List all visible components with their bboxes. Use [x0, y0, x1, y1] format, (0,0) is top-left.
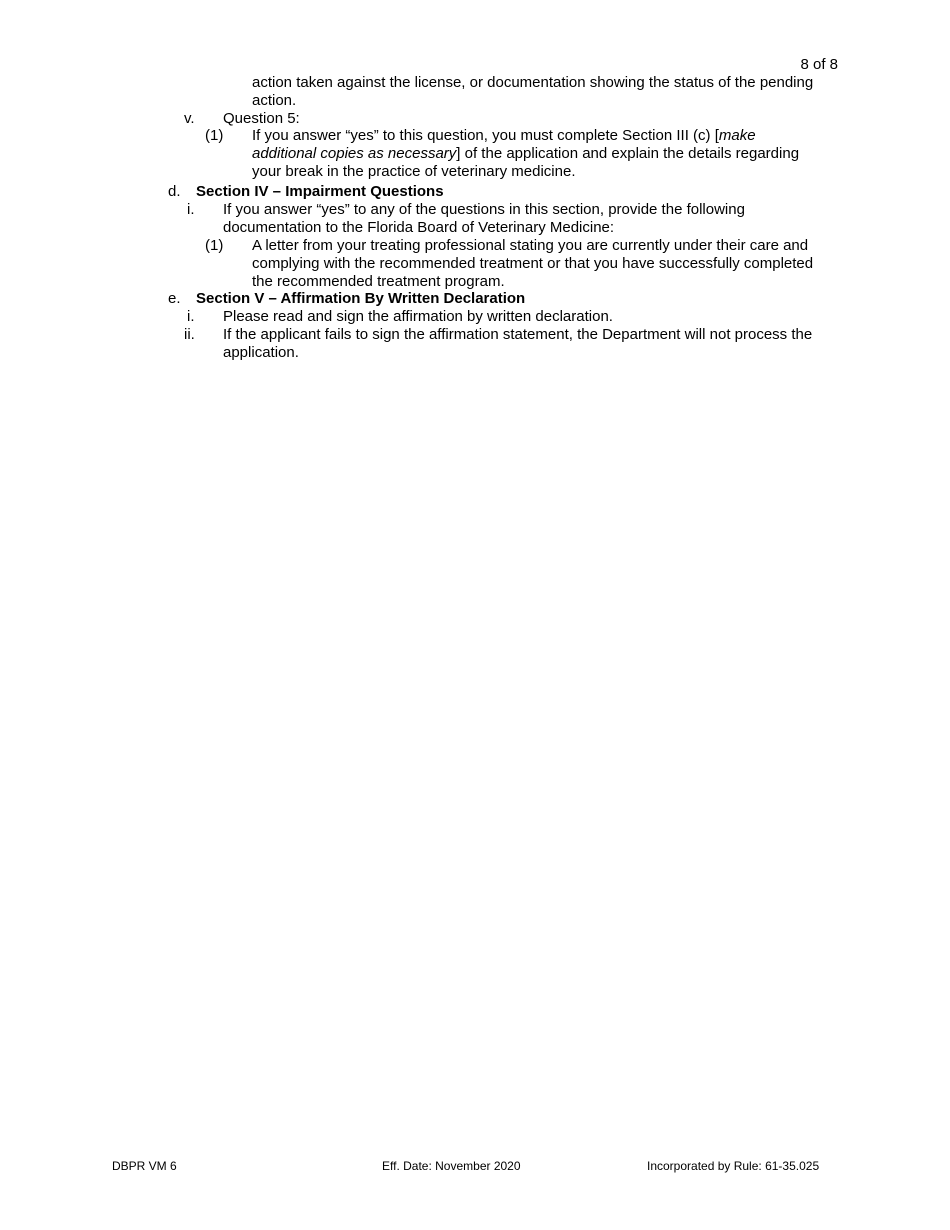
section-d-title: Section IV – Impairment Questions	[196, 183, 444, 200]
question5-item1-marker: (1)	[205, 127, 224, 144]
section-e-item-ii-line2: application.	[223, 344, 299, 361]
question5-item1-line2-text: ] of the application and explain the details regarding	[456, 145, 800, 162]
section-e-item-ii-marker: ii.	[184, 326, 195, 343]
section-d-item-1-line1: A letter from your treating professional stating you are currently under their care and	[252, 237, 809, 254]
question5-item1-line1-italic: make	[718, 127, 756, 144]
question5-marker: v.	[184, 110, 195, 127]
question5-label: Question 5:	[223, 110, 300, 127]
continuation-line-1: action taken against the license, or documentation showing the status of the pending	[252, 74, 814, 91]
question5-item1-line3: your break in the practice of veterinary medicine.	[252, 163, 576, 180]
question5-item1-line1-text: If you answer “yes” to this question, you must complete Section III (c) [	[252, 127, 719, 144]
question5-item1-line2-italic: additional copies as necessary	[252, 145, 457, 162]
section-d-marker: d.	[168, 183, 181, 200]
section-d-item-1-line3: the recommended treatment program.	[252, 273, 505, 290]
question5-item1-line2	[252, 145, 799, 163]
section-e-item-i-line1: Please read and sign the affirmation by written declaration.	[223, 308, 613, 325]
section-e-marker: e.	[168, 290, 181, 307]
section-d-item-1-marker: (1)	[205, 237, 224, 254]
section-d-item-i-marker: i.	[187, 201, 195, 218]
section-e-title: Section V – Affirmation By Written Declaration	[196, 290, 526, 307]
section-d-item-1-line2: complying with the recommended treatment or that you have successfully completed	[252, 255, 814, 272]
continuation-line-2: action.	[252, 92, 297, 109]
section-e-item-i-marker: i.	[187, 308, 195, 325]
page-number: 8 of 8	[800, 56, 838, 73]
footer-rule: Incorporated by Rule: 61-35.025	[647, 1159, 820, 1173]
footer-form-id: DBPR VM 6	[112, 1159, 177, 1173]
section-d-item-i-line2: documentation to the Florida Board of Veterinary Medicine:	[223, 219, 615, 236]
footer-eff-date: Eff. Date: November 2020	[382, 1159, 521, 1173]
section-d-item-i-line1: If you answer “yes” to any of the questions in this section, provide the following	[223, 201, 745, 218]
question5-item1-line1	[252, 127, 756, 145]
section-e-item-ii-line1: If the applicant fails to sign the affirmation statement, the Department will not process the	[223, 326, 813, 343]
